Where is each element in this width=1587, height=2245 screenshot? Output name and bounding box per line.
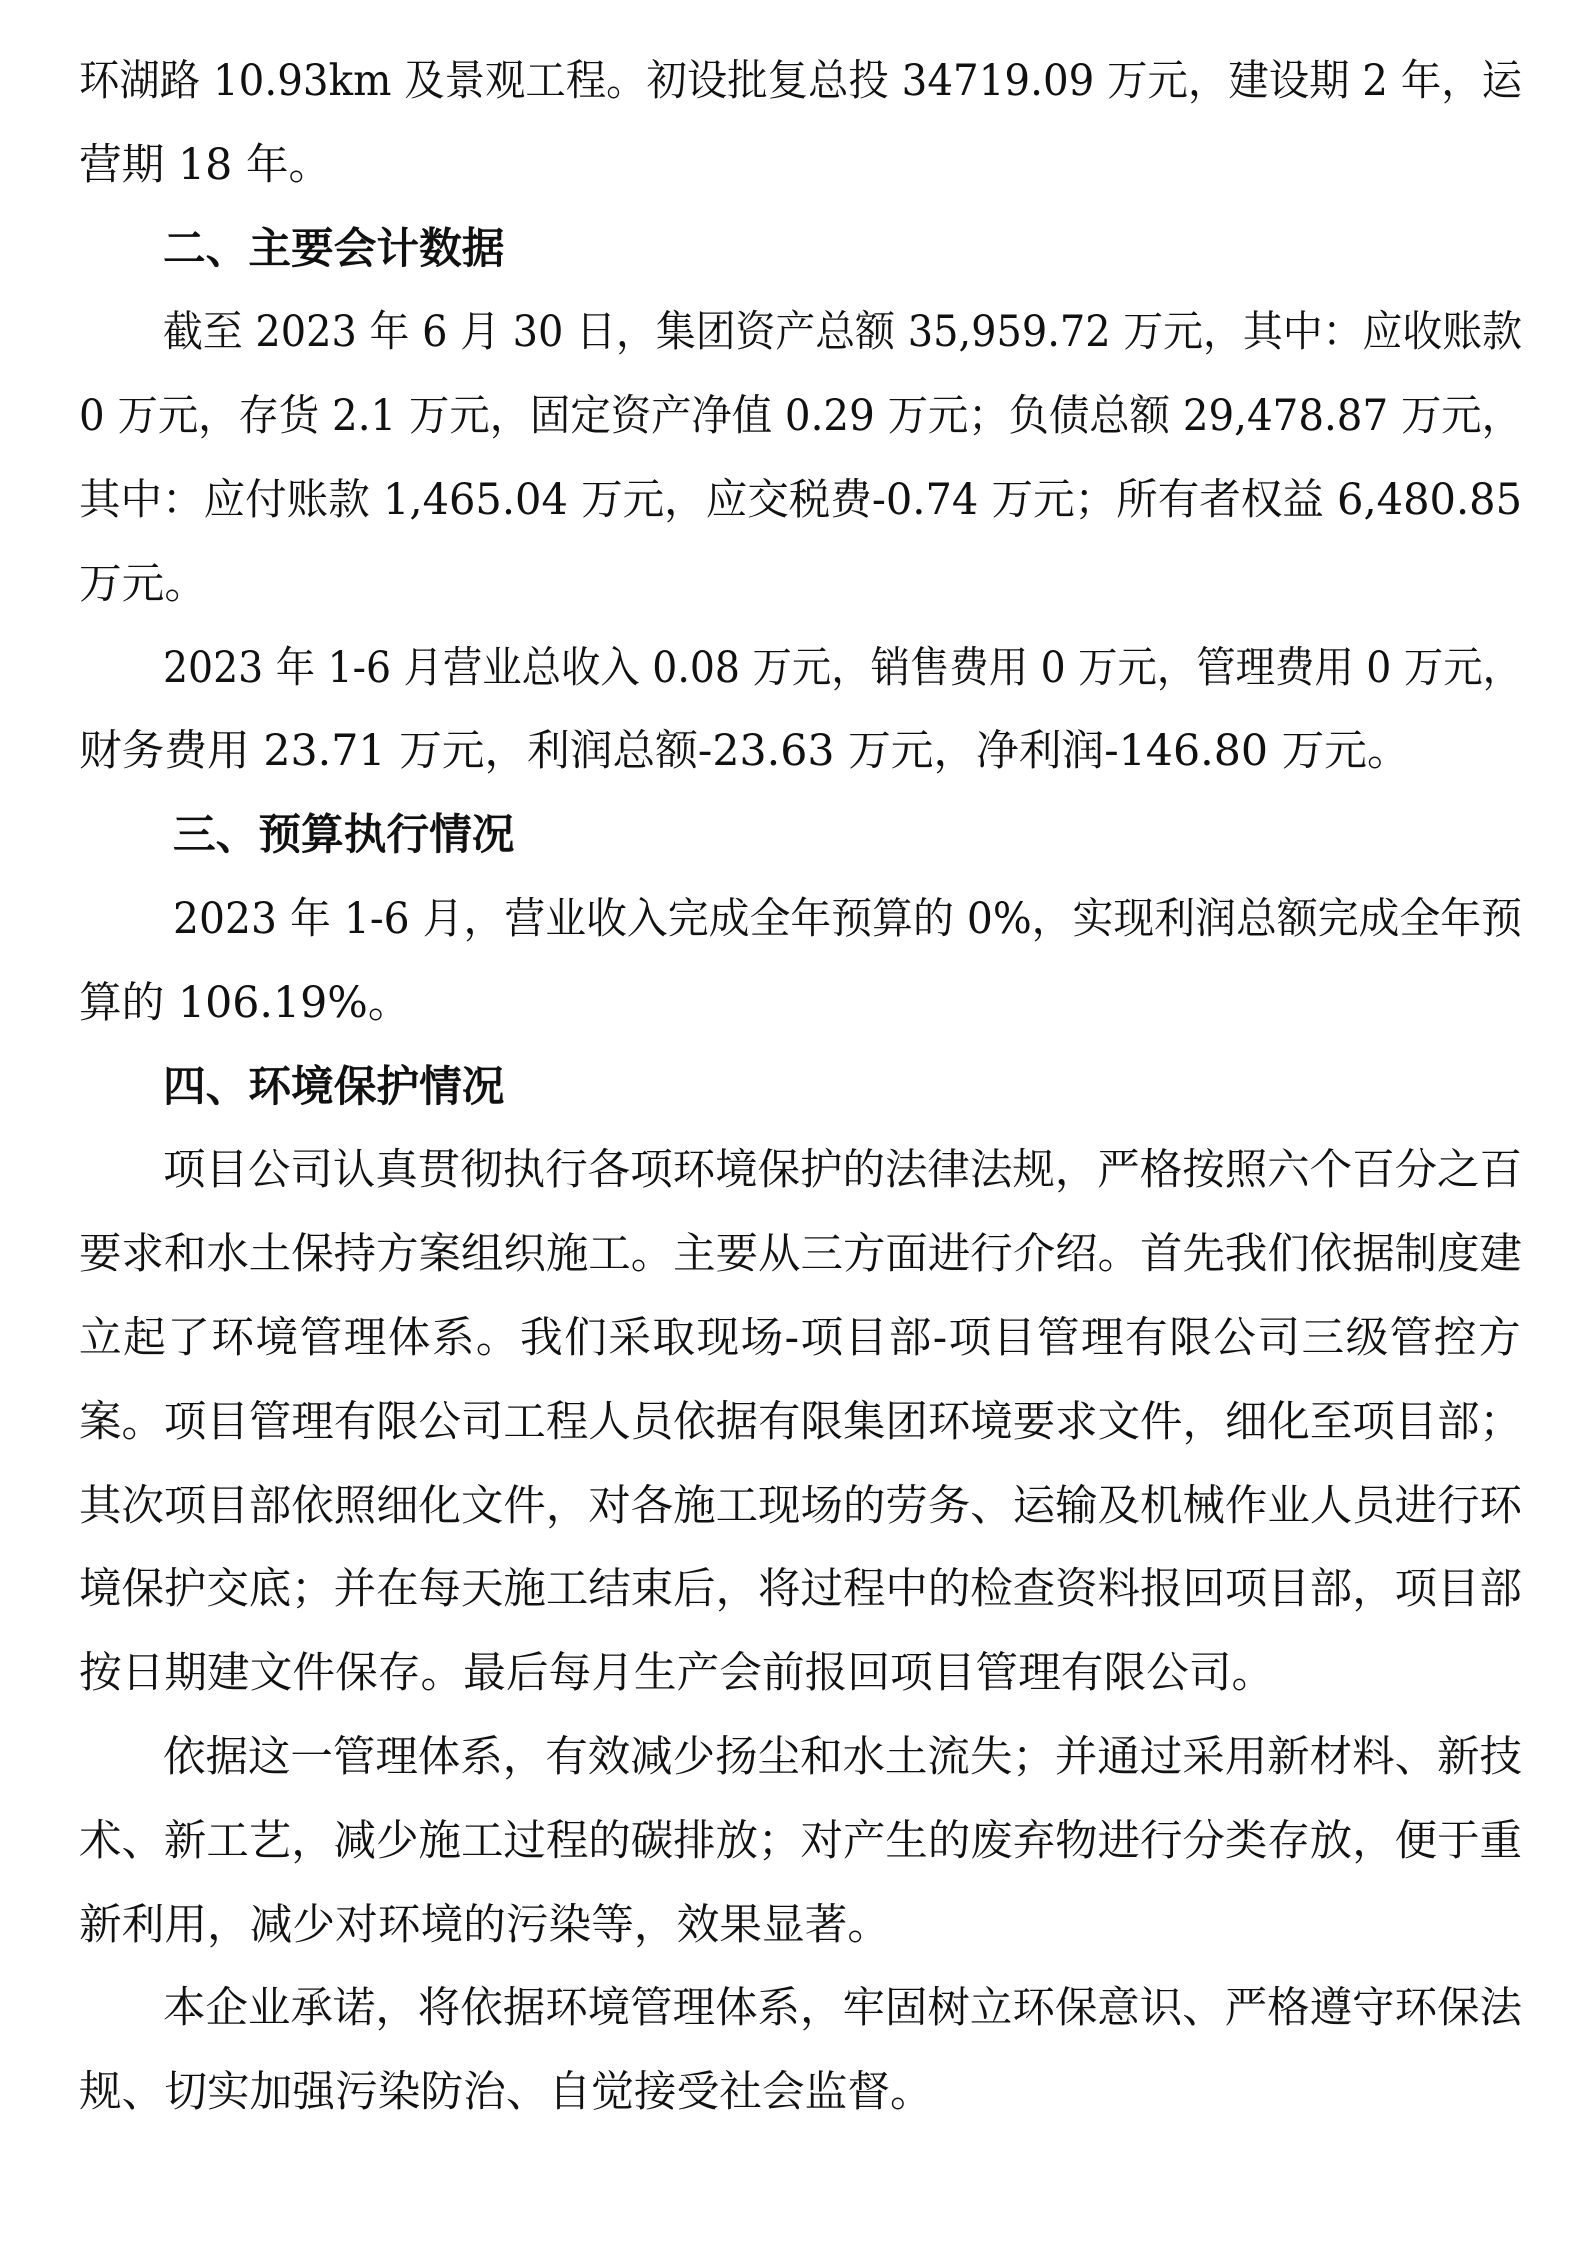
text-line: 其中：应付账款 1,465.04 万元，应交税费-0.74 万元；所有者权益 6,480.85 (79, 474, 1522, 525)
text-line: 环湖路 10.93km 及景观工程。初设批复总投 34719.09 万元，建设期 2 年，运 (79, 56, 1522, 106)
text-line: 2023 年 1-6 月，营业收入完成全年预算的 0%，实现利润总额完成全年预 (173, 893, 1522, 944)
paragraph (79, 1967, 1522, 2135)
text-line: 0 万元，存货 2.1 万元，固定资产净值 0.29 万元；负债总额 29,478.87 万元， (79, 391, 1522, 442)
text-line: 本企业承诺，将依据环境管理体系，牢固树立环保意识、严格遵守环保法 (163, 1983, 1522, 2034)
paragraph (79, 878, 1522, 1046)
section-environmental-protection (79, 1046, 1522, 2135)
continuation-paragraph (79, 40, 1522, 208)
section-accounting-data (79, 208, 1522, 795)
text-line: 要求和水土保持方案组织施工。主要从三方面进行介绍。首先我们依据制度建 (79, 1229, 1522, 1280)
text-line: 营期 18 年。 (79, 139, 332, 190)
section-budget-execution (79, 794, 1522, 1045)
text-line: 截至 2023 年 6 月 30 日，集团资产总额 35,959.72 万元，其中：应收账款 (163, 307, 1522, 358)
text-line: 案。项目管理有限公司工程人员依据有限集团环境要求文件，细化至项目部； (79, 1396, 1522, 1447)
text-line: 规、切实加强污染防治、自觉接受社会监督。 (79, 2067, 933, 2118)
text-line: 项目公司认真贯彻执行各项环境保护的法律法规，严格按照六个百分之百 (163, 1145, 1522, 1196)
text-line: 立起了环境管理体系。我们采取现场-项目部-项目管理有限公司三级管控方 (79, 1312, 1522, 1363)
section-heading: 三、预算执行情况 (173, 810, 515, 861)
text-line: 万元。 (79, 558, 208, 609)
section-heading: 二、主要会计数据 (163, 223, 505, 274)
text-line: 按日期建文件保存。最后每月生产会前报回项目管理有限公司。 (79, 1648, 1275, 1699)
text-line: 财务费用 23.71 万元，利润总额-23.63 万元，净利润-146.80 万元。 (79, 726, 1410, 777)
text-line: 算的 106.19%。 (79, 977, 411, 1028)
paragraph (79, 291, 1522, 626)
text-line: 境保护交底；并在每天施工结束后，将过程中的检查资料报回项目部，项目部 (79, 1564, 1522, 1615)
paragraph (79, 1716, 1522, 1967)
paragraph (79, 1129, 1522, 1716)
section-heading: 四、环境保护情况 (163, 1061, 505, 1112)
paragraph (79, 627, 1522, 795)
text-line: 依据这一管理体系，有效减少扬尘和水土流失；并通过采用新材料、新技 (163, 1731, 1522, 1782)
text-line: 术、新工艺，减少施工过程的碳排放；对产生的废弃物进行分类存放，便于重 (79, 1815, 1522, 1866)
text-line: 2023 年 1-6 月营业总收入 0.08 万元，销售费用 0 万元，管理费用 0 万元， (163, 642, 1522, 693)
text-line: 其次项目部依照细化文件，对各施工现场的劳务、运输及机械作业人员进行环 (79, 1480, 1522, 1531)
text-line: 新利用，减少对环境的污染等，效果显著。 (79, 1899, 891, 1950)
document-page (79, 40, 1522, 2135)
